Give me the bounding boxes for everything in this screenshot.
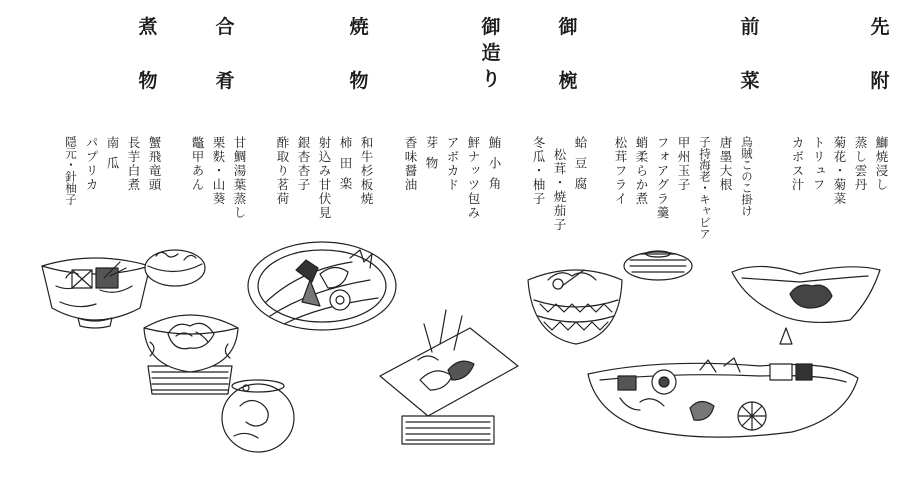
dish-item: 射込み甘伏見 <box>317 136 332 220</box>
course-nimono-title <box>128 18 168 98</box>
course-title-char: 煮 <box>138 16 158 38</box>
course-yakimono-title <box>339 18 379 98</box>
dish-item: 酢取り茗荷 <box>275 136 290 206</box>
dish-item: 鼈甲あん <box>190 136 205 192</box>
dish-item: パプリカ <box>84 136 99 192</box>
course-title-char: 肴 <box>215 70 235 92</box>
course-title-char: 附 <box>870 70 890 92</box>
dish-list-otsukuri <box>398 136 501 246</box>
course-title-char: 椀 <box>558 70 578 92</box>
dish-item: 和牛杉板焼 <box>359 136 374 206</box>
course-title-char: 造 <box>481 42 501 64</box>
course-owan-title <box>548 18 588 98</box>
dish-item: 芽物 <box>424 136 439 177</box>
dish-item: 南瓜 <box>105 136 120 177</box>
dish-illustrations <box>0 240 900 480</box>
course-aizakana-title <box>205 18 245 98</box>
dish-item: トリュフ <box>811 136 826 192</box>
yakimono-plate-illustration <box>248 242 396 330</box>
course-title-char: 御 <box>481 16 501 38</box>
dish-item: 子持海老・キャビア <box>698 136 712 240</box>
course-title-char: 焼 <box>349 16 369 38</box>
dish-item: 鮪小角 <box>487 136 502 198</box>
dish-item: 蒸し雲丹 <box>853 136 868 192</box>
dish-item: 冬瓜・柚子 <box>531 136 546 206</box>
aizakana-bowl-illustration <box>144 315 294 452</box>
course-zensai-title <box>730 18 770 98</box>
dish-item: 栗麩・山葵 <box>211 136 226 206</box>
zensai-platter-illustration <box>588 328 858 437</box>
course-title-char: 菜 <box>740 70 760 92</box>
dish-item: アボカド <box>445 136 460 192</box>
dish-item: 甲州玉子 <box>676 136 691 192</box>
dish-item: 蟹飛竜頭 <box>147 136 162 192</box>
dish-list-nimono <box>58 136 161 246</box>
dish-item: 香味醤油 <box>403 136 418 192</box>
otsukuri-box-illustration <box>380 310 518 444</box>
dish-item: 松茸フライ <box>613 136 628 206</box>
dish-item: フォアグラ羹 <box>655 136 670 220</box>
dish-list-sakizuke <box>785 136 888 246</box>
dish-list-zensai <box>608 136 753 246</box>
course-sakizuke-title <box>860 18 900 98</box>
course-title-char: 物 <box>349 70 369 92</box>
dish-item: 鰤焼浸し <box>874 136 889 192</box>
course-otsukuri-title <box>471 18 511 96</box>
dish-item: 甘鯛湯葉蒸し <box>232 136 247 220</box>
dish-item: 唐墨大根 <box>718 136 733 192</box>
dish-item: 蛸柔らか煮 <box>634 136 649 206</box>
course-title-char: 合 <box>215 16 235 38</box>
course-title-char: 前 <box>740 16 760 38</box>
dish-item: 烏賊このこ掛け <box>740 136 754 217</box>
dish-item: カボス汁 <box>790 136 805 192</box>
dish-item: 鮃ナッツ包み <box>466 136 481 220</box>
dish-item: 蛤豆腐 <box>573 136 588 198</box>
dish-item: 松茸・焼茄子 <box>552 148 567 232</box>
course-title-char: 物 <box>138 70 158 92</box>
course-title-char: 先 <box>870 16 890 38</box>
course-title-char: り <box>481 68 501 90</box>
dish-item: 菊花・菊菜 <box>832 136 847 206</box>
dish-item: 柿田楽 <box>338 136 353 198</box>
owan-bowl-illustration <box>528 251 692 344</box>
sakizuke-dish-illustration <box>732 266 880 322</box>
dish-list-aizakana <box>185 136 246 246</box>
dish-list-yakimono <box>270 136 373 246</box>
dish-item: 銀杏杏子 <box>296 136 311 192</box>
dish-item: 隠元・針柚子 <box>64 136 78 205</box>
course-title-char: 御 <box>558 16 578 38</box>
dish-item: 長芋白煮 <box>126 136 141 192</box>
